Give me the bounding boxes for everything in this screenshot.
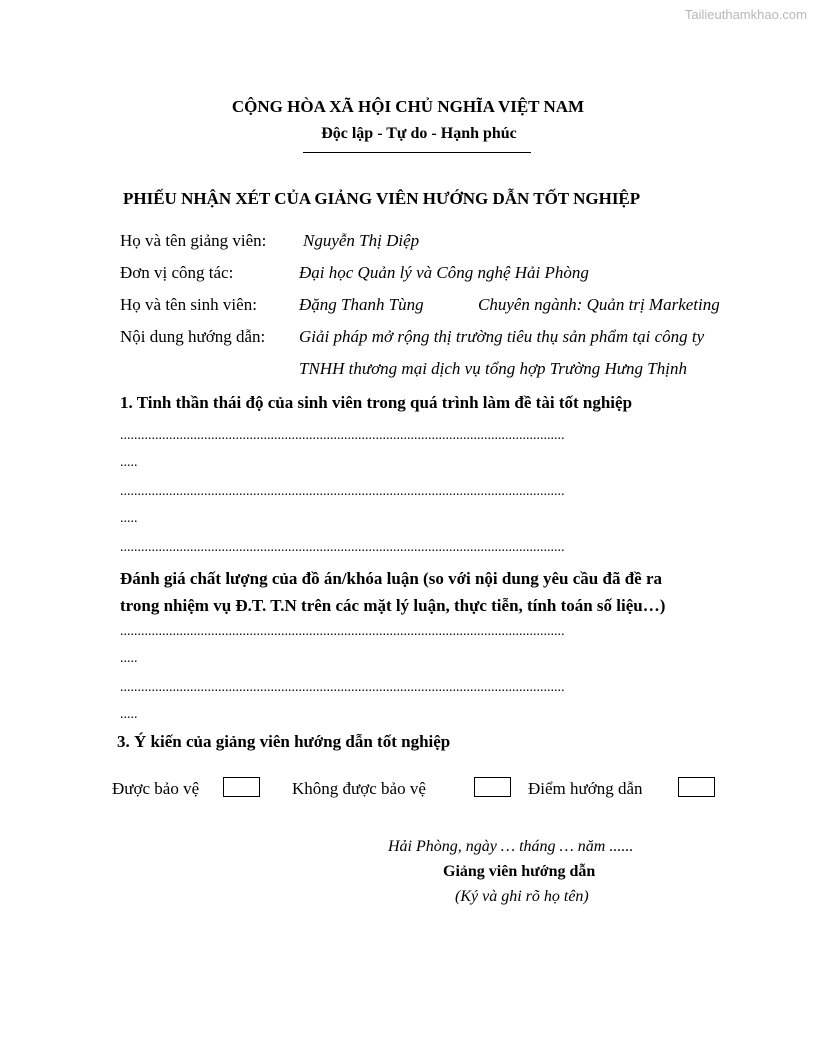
section3-heading: 3. Ý kiến của giảng viên hướng dẫn tốt nghiệp — [117, 732, 451, 751]
lecturer-value: Nguyễn Thị Diệp — [303, 231, 420, 250]
form-title: PHIẾU NHẬN XÉT CỦA GIẢNG VIÊN HƯỚNG DẪN TỐT NGHIỆP — [123, 189, 641, 208]
motto-underline — [303, 152, 531, 153]
option-protect-label: Được bảo vệ — [112, 779, 200, 798]
content-label: Nội dung hướng dẫn: — [120, 327, 266, 346]
section1-dotted-line-3: ............................................................................................................................... — [120, 540, 565, 555]
section2-dotted-line-2: ............................................................................................................................... — [120, 680, 565, 695]
republic-heading: CỘNG HÒA XÃ HỘI CHỦ NGHĨA VIỆT NAM — [231, 97, 585, 116]
section2-dotted-line-1b: ..... — [120, 651, 138, 666]
section2-dotted-line-2b: ..... — [120, 707, 138, 722]
major-value: Chuyên ngành: Quản trị Marketing — [478, 295, 720, 314]
lecturer-label: Họ và tên giảng viên: — [120, 231, 267, 250]
section1-dotted-line-1: ............................................................................................................................... — [120, 428, 565, 443]
section1-dotted-line-2: ............................................................................................................................... — [120, 484, 565, 499]
option-score-label: Điểm hướng dẫn — [528, 779, 643, 798]
watermark-text: Tailieuthamkhao.com — [684, 7, 807, 22]
option-score-box[interactable] — [678, 777, 715, 797]
content-value-line1: Giải pháp mở rộng thị trường tiêu thụ sản phẩm tại công ty — [299, 327, 705, 346]
unit-value: Đại học Quản lý và Công nghệ Hải Phòng — [299, 263, 589, 282]
section2-heading-line1: Đánh giá chất lượng của đồ án/khóa luận (so với nội dung yêu cầu đã đề ra — [120, 569, 662, 588]
section2-heading-line2: trong nhiệm vụ Đ.T. T.N trên các mặt lý luận, thực tiễn, tính toán số liệu…) — [120, 596, 666, 615]
student-value: Đặng Thanh Tùng — [299, 295, 424, 314]
content-value-line2: TNHH thương mại dịch vụ tổng hợp Trường Hưng Thịnh — [299, 359, 687, 378]
section1-heading: 1. Tinh thần thái độ của sinh viên trong quá trình làm đề tài tốt nghiệp — [120, 393, 633, 412]
signature-place-date: Hải Phòng, ngày … tháng … năm ...... — [388, 838, 634, 855]
signature-role: Giảng viên hướng dẫn — [443, 863, 596, 880]
motto: Độc lập - Tự do - Hạnh phúc — [321, 125, 517, 142]
student-label: Họ và tên sinh viên: — [120, 295, 257, 314]
option-not-protect-checkbox[interactable] — [474, 777, 511, 797]
option-protect-checkbox[interactable] — [223, 777, 260, 797]
section2-dotted-line-1: ............................................................................................................................... — [120, 624, 565, 639]
unit-label: Đơn vị công tác: — [120, 263, 234, 282]
option-not-protect-label: Không được bảo vệ — [292, 779, 426, 798]
section1-dotted-line-2b: ..... — [120, 511, 138, 526]
signature-note: (Ký và ghi rõ họ tên) — [455, 888, 589, 905]
section1-dotted-line-1b: ..... — [120, 455, 138, 470]
